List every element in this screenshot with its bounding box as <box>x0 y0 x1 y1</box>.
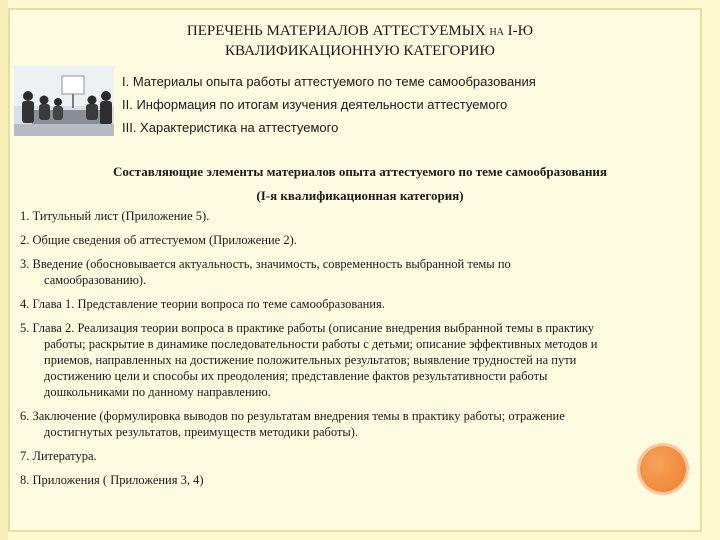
section-title: Составляющие элементы материалов опыта аттестуемого по теме самообразования <box>113 164 607 179</box>
overview-list <box>122 70 536 139</box>
overview-item: III. Характеристика на аттестуемого <box>122 120 339 135</box>
list-item: 7. Литература. <box>20 449 97 463</box>
meeting-photo <box>14 66 114 136</box>
list-item: 3. Введение (обосновывается актуальность, значимость, современность выбранной темы по самообразованию). <box>20 257 511 287</box>
overview-item: II. Информация по итогам изучения деятельности аттестуемого <box>122 97 508 112</box>
list-item: 8. Приложения ( Приложения 3, 4) <box>20 473 204 487</box>
left-band <box>0 0 8 540</box>
orange-circle-decoration <box>640 446 686 492</box>
list-item: 2. Общие сведения об аттестуемом (Приложение 2). <box>20 233 297 247</box>
list-item: 1. Титульный лист (Приложение 5). <box>20 209 210 223</box>
title-line-1: ПЕРЕЧЕНЬ МАТЕРИАЛОВ АТТЕСТУЕМЫХ НА I-Ю <box>186 23 534 39</box>
items-list <box>20 208 680 488</box>
list-item: 6. Заключение (формулировка выводов по результатам внедрения темы в практику работы; отражение достигнутых результатов, преимуществ методики работы). <box>20 409 565 439</box>
title-line-2: КВАЛИФИКАЦИОННУЮ КАТЕГОРИЮ <box>225 43 495 59</box>
list-item: 5. Глава 2. Реализация теории вопроса в практике работы (описание внедрения выбранной темы в практику работы; раскрытие в динамике последовательности работы с детьми; описание эффективных методов и приемов, направленных на достижение положительных результатов; выявление трудностей на пути достижению цели и способы их преодоления; представление фактов результативности работы дошкольниками по данному направлению. <box>20 321 598 399</box>
section-subtitle: (I-я квалификационная категория) <box>256 188 464 203</box>
list-item: 4. Глава 1. Представление теории вопроса по теме самообразования. <box>20 297 385 311</box>
overview-item: I. Материалы опыта работы аттестуемого по теме самообразования <box>122 74 536 89</box>
page-title <box>100 22 620 61</box>
